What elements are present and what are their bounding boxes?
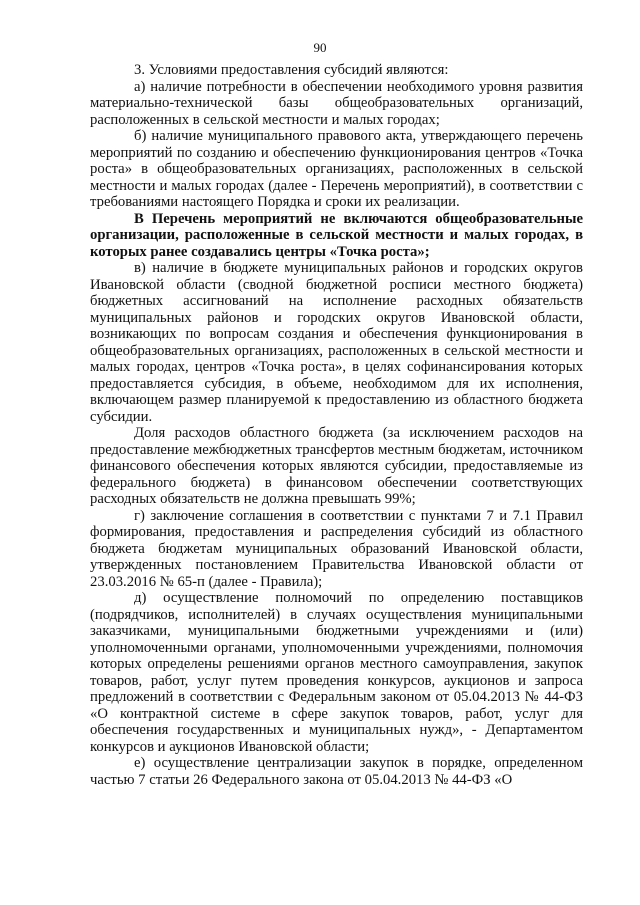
paragraph-item-a: а) наличие потребности в обеспечении необходимого уровня развития материально-технической базы общеобразовательных организаций, расположенных в сельской местности и малых городах; xyxy=(90,78,583,128)
document-body xyxy=(90,62,583,788)
paragraph-item-g: г) заключение соглашения в соответствии с пунктами 7 и 7.1 Правил формирования, предоставления и распределения субсидий из областного бюджета бюджетам муниципальных образований Ивановской области, утвержденных постановлением Правительства Ивановской области от 23.03.2016 № 65-п (далее - Правила); xyxy=(90,507,583,590)
paragraph-item-e: е) осуществление централизации закупок в порядке, определенном частью 7 статьи 26 Федерального закона от 05.04.2013 № 44-ФЗ «О xyxy=(90,755,583,788)
paragraph-budget-share: Доля расходов областного бюджета (за исключением расходов на предоставление межбюджетных трансфертов местным бюджетам, источником финансового обеспечения которых являются субсидии, предоставляемые из федерального бюджета) в финансовом обеспечении соответствующих расходных обязательств не должна превышать 99%; xyxy=(90,425,583,507)
paragraph-item-v: в) наличие в бюджете муниципальных районов и городских округов Ивановской области (сводной бюджетной росписи местного бюджета) бюджетных ассигнований на исполнение расходных обязательств муниципальных районов и городских округов Ивановской области, возникающих по вопросам создания и обеспечения функционирования в общеобразовательных организациях, расположенных в сельской местности и малых городах, центров «Точка роста», в целях софинансирования которых предоставляется субсидия, в объеме, необходимом для их исполнения, включающем размер планируемой к предоставлению из областного бюджета субсидии. xyxy=(90,260,583,425)
paragraph-item-d: д) осуществление полномочий по определению поставщиков (подрядчиков, исполнителей) в случаях осуществления муниципальными заказчиками, муниципальными бюджетными учреждениями и (или) уполномоченными органами, уполномоченными учреждениями, полномочия которых определены решениями органов местного самоуправления, закупок товаров, работ, услуг путем проведения конкурсов, аукционов и запроса предложений в соответствии с Федеральным законом от 05.04.2013 № 44-ФЗ «О контрактной системе в сфере закупок товаров, работ, услуг для обеспечения государственных и муниципальных нужд», - Департаментом конкурсов и аукционов Ивановской области; xyxy=(90,590,583,755)
page-number: 90 xyxy=(313,40,327,55)
paragraph-exclusion: В Перечень мероприятий не включаются общеобразовательные организации, расположенные в сельской местности и малых городах, в которых ранее создавались центры «Точка роста»; xyxy=(90,210,583,260)
paragraph-item-b: б) наличие муниципального правового акта, утверждающего перечень мероприятий по созданию и обеспечению функционирования центров «Точка роста» в общеобразовательных организациях, расположенных в сельской местности и малых городах (далее - Перечень мероприятий), в соответствии с требованиями настоящего Порядка и сроки их реализации. xyxy=(90,128,583,210)
paragraph-intro: 3. Условиями предоставления субсидий являются: xyxy=(134,62,449,78)
